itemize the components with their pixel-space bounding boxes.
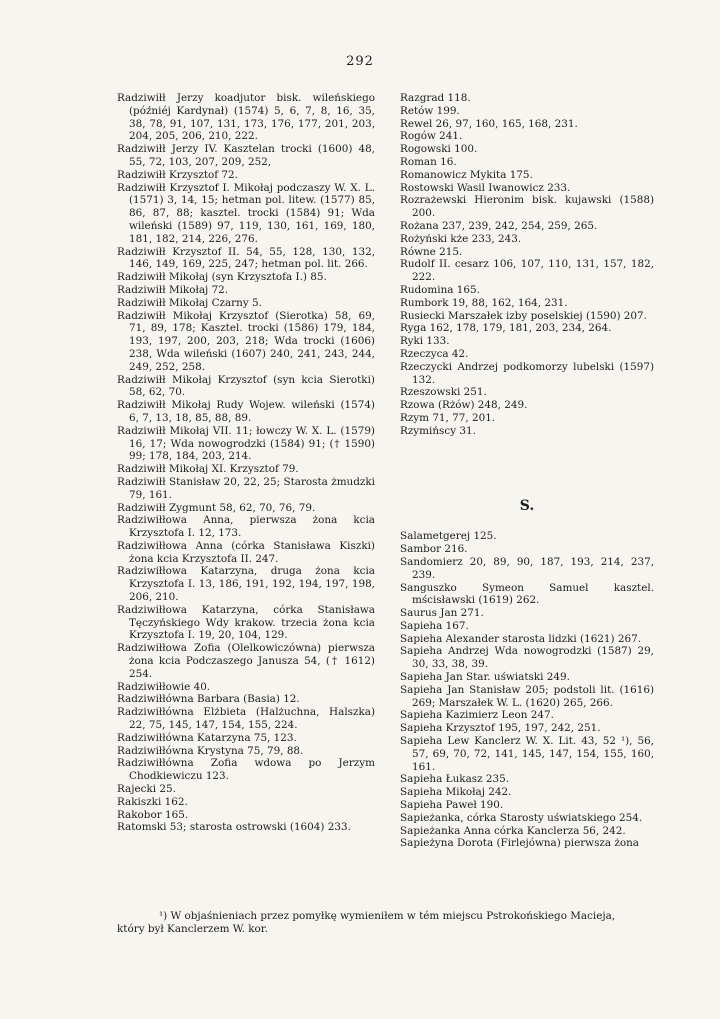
index-entry: Sapieha 167.	[400, 619, 469, 632]
index-entry: Rzeczyca 42.	[400, 347, 469, 360]
index-entry: Rakobor 165.	[117, 808, 189, 821]
index-entry: Rogowski 100.	[400, 143, 478, 156]
index-entry: Radziwiłłówna Katarzyna 75, 123.	[117, 731, 297, 744]
index-entry: Radziwiłłowa Anna, pierwsza żona kcia Krzysztofa I. 12, 173.	[117, 514, 375, 540]
index-entry: Radziwiłł Stanisław 20, 22, 25; Starosta żmudzki 79, 161.	[117, 475, 375, 501]
index-entry: Sapieha Krzysztof 195, 197, 242, 251.	[400, 722, 601, 735]
index-entry: Radziwiłłówna Krystyna 75, 79, 88.	[117, 744, 304, 757]
index-entry: Radziwiłł Mikołaj (syn Krzysztofa I.) 85.	[117, 271, 327, 284]
index-entry: Rozrażewski Hieronim bisk. kujawski (1588) 200.	[400, 194, 654, 220]
index-entry: Ryki 133.	[400, 335, 450, 348]
index-entry: Roman 16.	[400, 155, 457, 168]
index-entry: Radziwiłł Mikołaj 72.	[117, 283, 229, 296]
section-heading-s: S.	[519, 497, 535, 514]
index-entry: Sapieha Kazimierz Leon 247.	[400, 709, 554, 722]
index-entry: Sapieha Paweł 190.	[400, 799, 504, 812]
index-entry: Radziwiłł Mikołaj Czarny 5.	[117, 296, 262, 309]
index-entry: Sapieha Andrzej Wda nowogrodzki (1587) 29, 30, 33, 38, 39.	[400, 645, 654, 671]
index-entry: Radziwiłł Mikołaj Rudy Wojew. wileński (1574) 6, 7, 13, 18, 85, 88, 89.	[117, 399, 375, 424]
index-entry: Rakiszki 162.	[117, 795, 188, 808]
index-section-r	[400, 92, 654, 438]
index-entry: Sapieha Alexander starosta lidzki (1621) 267.	[400, 632, 642, 645]
index-entry: Salametgerej 125.	[400, 530, 497, 543]
index-entry: Radziwiłłowie 40.	[117, 680, 211, 693]
index-entry: Radziwiłłówna Elżbieta (Halżuchna, Halszka) 22, 75, 145, 147, 154, 155, 224.	[117, 706, 375, 732]
index-entry: Rostowski Wasil Iwanowicz 233.	[400, 181, 571, 194]
index-entry: Rogów 241.	[400, 130, 463, 143]
index-column-right	[400, 92, 654, 850]
index-entry: Rożana 237, 239, 242, 254, 259, 265.	[400, 219, 598, 232]
index-entry: Rzymińscy 31.	[400, 424, 476, 437]
footnote	[117, 910, 662, 936]
index-entry: Sapieżanka, córka Starosty uświatskiego 254.	[400, 811, 643, 824]
index-entry: Radziwiłł Mikołaj XI. Krzysztof 79.	[117, 463, 299, 476]
index-entry: Radziwiłł Mikołaj Krzysztof (syn kcia Sierotki) 58, 62, 70.	[117, 373, 375, 399]
index-entry: Razgrad 118.	[400, 92, 471, 104]
index-entry: Rewel 26, 97, 160, 165, 168, 231.	[400, 117, 578, 130]
index-entry: Sandomierz 20, 89, 90, 187, 193, 214, 237, 239.	[400, 555, 654, 581]
index-entry: Sapieha Mikołaj 242.	[400, 786, 512, 799]
index-entry: Rudolf II. cesarz 106, 107, 110, 131, 157, 182, 222.	[400, 258, 654, 284]
index-entry: Sapieżyna Dorota (Firlejówna) pierwsza żona	[400, 837, 639, 850]
index-entry: Radziwiłł Jerzy koadjutor bisk. wileńskiego (późniéj Kardynał) (1574) 5, 6, 7, 8, 16, 35, 38, 78, 91, 107, 131, 173, 176, 177, 201, 203, 204, 205, 206, 210, 222.	[117, 92, 375, 143]
index-entry: Sanguszko Symeon Samuel kasztel. mścisławski (1619) 262.	[400, 581, 654, 607]
index-entry: Rudomina 165.	[400, 283, 480, 296]
index-entry: Romanowicz Mykita 175.	[400, 168, 533, 181]
index-entry: Równe 215.	[400, 245, 463, 258]
index-entry: Radziwiłłówna Barbara (Basia) 12.	[117, 693, 300, 706]
index-entry: Ryga 162, 178, 179, 181, 203, 234, 264.	[400, 322, 612, 335]
index-entry: Radziwiłłowa Zofia (Olelkowiczówna) pierwsza żona kcia Podczaszego Janusza 54, († 1612) 254.	[117, 642, 375, 680]
index-section-s	[400, 530, 654, 850]
index-entry: Radziwiłłowa Katarzyna, druga żona kcia Krzysztofa I. 13, 186, 191, 192, 194, 197, 198, 206, 210.	[117, 565, 375, 604]
index-entry: Sapieżanka Anna córka Kanclerza 56, 242.	[400, 824, 626, 837]
footnote-line: który był Kanclerzem W. kor.	[117, 923, 268, 935]
index-entry: Radziwiłł Zygmunt 58, 62, 70, 76, 79.	[117, 501, 316, 514]
index-entry: Rzeszowski 251.	[400, 386, 487, 399]
index-entry: Retów 199.	[400, 104, 460, 117]
index-column-left	[117, 92, 375, 834]
page-number: 292	[346, 54, 374, 69]
index-entry: Radziwiłł Jerzy IV. Kasztelan trocki (1600) 48, 55, 72, 103, 207, 209, 252,	[117, 143, 375, 168]
index-entry: Radziwiłł Krzysztof 72.	[117, 168, 238, 181]
index-entry: Rumbork 19, 88, 162, 164, 231.	[400, 296, 568, 309]
index-entry: Radziwiłł Krzysztof I. Mikołaj podczaszy W. X. L. (1571) 3, 14, 15; hetman pol. litew. (1577) 85, 86, 87, 88; kasztel. trocki (1584) 91; Wda wileński (1589) 97, 119, 130, 161, 169, 180, 181, 182, 214, 226, 276.	[117, 181, 375, 245]
index-entry: Radziwiłł Mikołaj Krzysztof (Sierotka) 58, 69, 71, 89, 178; Kasztel. trocki (1586) 179, 184, 193, 197, 200, 203, 218; Wda trocki (1606) 238, Wda wileński (1607) 240, 241, 243, 244, 249, 252, 258.	[117, 309, 375, 373]
index-entry: Ratomski 53; starosta ostrowski (1604) 233.	[117, 821, 351, 834]
index-entry: Radziwiłł Krzysztof II. 54, 55, 128, 130, 132, 146, 149, 169, 225, 247; hetman pol. lit. 266.	[117, 245, 375, 271]
index-entry: Radziwiłłówna Zofia wdowa po Jerzym Chodkiewiczu 123.	[117, 757, 375, 783]
footnote-line: ¹) W objaśnieniach przez pomyłkę wymieniłem w tém miejscu Pstrokońskiego Macieja,	[159, 910, 616, 922]
index-entry: Rusiecki Marszałek izby poselskiej (1590) 207.	[400, 309, 647, 322]
index-entry: Sapieha Lew Kanclerz W. X. Lit. 43, 52 ¹), 56, 57, 69, 70, 72, 141, 145, 147, 154, 155, 160, 161.	[400, 735, 654, 773]
index-entry: Radziwiłł Mikołaj VII. 11; łowczy W. X. L. (1579) 16, 17; Wda nowogrodzki (1584) 91; († 1590) 99; 178, 184, 203, 214.	[117, 424, 375, 463]
index-entry: Sapieha Jan Star. uświatski 249.	[400, 671, 570, 684]
index-entry: Rzym 71, 77, 201.	[400, 411, 496, 424]
index-entry: Sapieha Jan Stanisław 205; podstoli lit. (1616) 269; Marszałek W. L. (1620) 265, 266.	[400, 683, 654, 709]
index-entry: Rzowa (Rżów) 248, 249.	[400, 399, 528, 412]
index-entry: Rzeczycki Andrzej podkomorzy lubelski (1597) 132.	[400, 360, 654, 386]
index-entry: Sambor 216.	[400, 543, 468, 556]
index-entry: Radziwiłłowa Katarzyna, córka Stanisława Tęczyńskiego Wdy krakow. trzecia żona kcia Krzysztofa I. 19, 20, 104, 129.	[117, 603, 375, 642]
index-entry: Rożyński kże 233, 243.	[400, 232, 522, 245]
index-entry: Saurus Jan 271.	[400, 607, 484, 620]
index-entry: Sapieha Łukasz 235.	[400, 773, 510, 786]
index-entry: Rajecki 25.	[117, 783, 176, 796]
index-entry: Radziwiłłowa Anna (córka Stanisława Kiszki) żona kcia Krzysztofa II. 247.	[117, 539, 375, 565]
